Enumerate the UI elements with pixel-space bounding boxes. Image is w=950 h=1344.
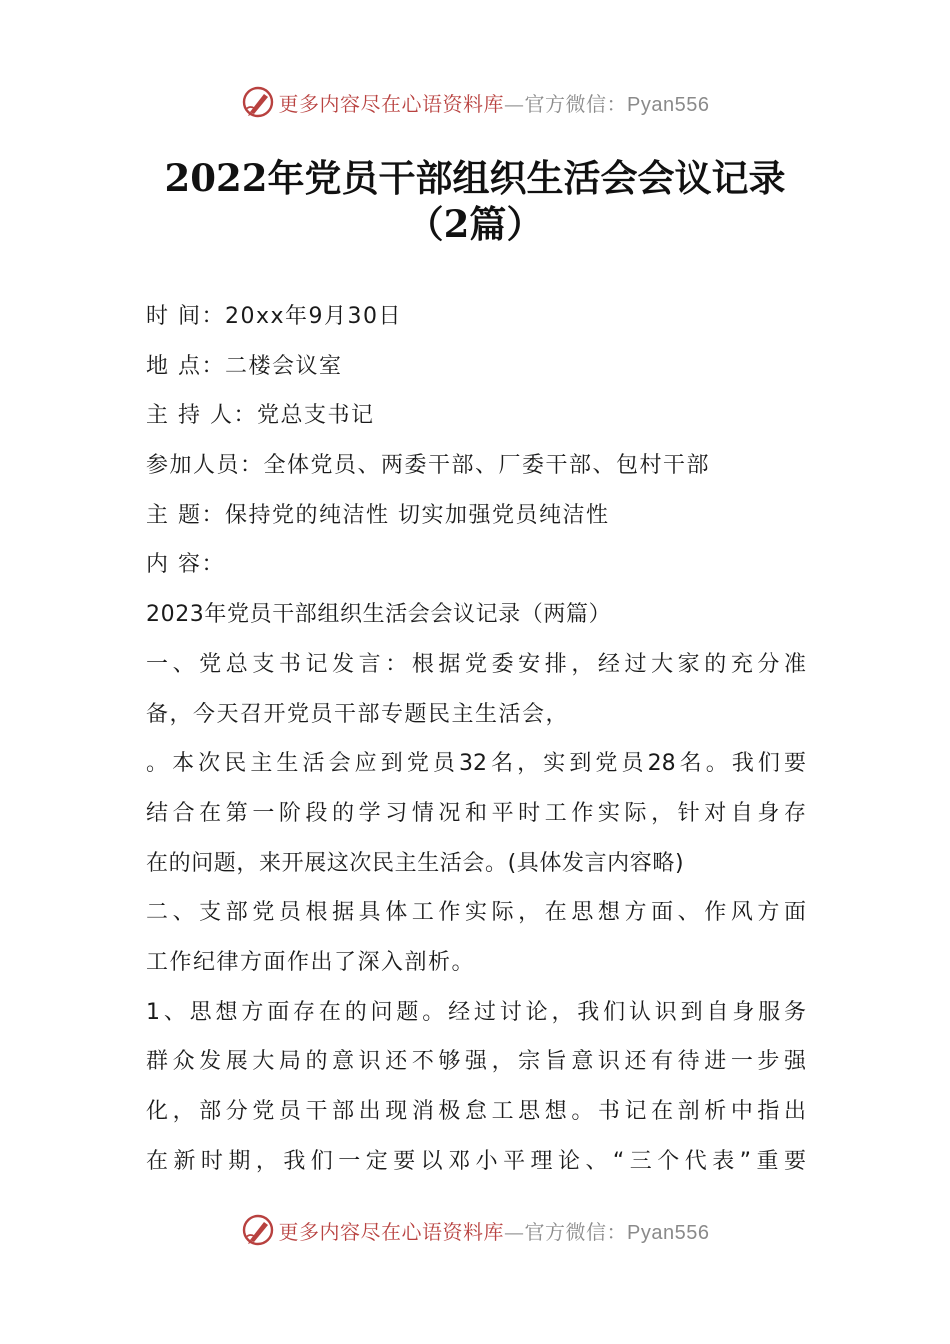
body-line: 时 间：20xx年9月30日 bbox=[146, 304, 403, 329]
body-line: 地 点：二楼会议室 bbox=[146, 353, 343, 379]
body-line: 在的问题，来开展这次民主生活会。(具体发言内容略) bbox=[146, 850, 685, 876]
footer-watermark-banner bbox=[0, 1210, 950, 1250]
document-body bbox=[146, 292, 806, 1186]
body-line: 化，部分党员干部出现消极怠工思想。书记在剖析中指出 bbox=[146, 1099, 806, 1124]
banner-text bbox=[279, 88, 710, 117]
banner-prefix: 更多内容尽在心语资料库 bbox=[278, 1219, 505, 1244]
banner-wechat-id: Pyan556 bbox=[627, 1221, 710, 1244]
body-line: 2023年党员干部组织生活会会议记录（两篇） bbox=[146, 602, 612, 628]
banner-prefix: 更多内容尽在心语资料库 bbox=[278, 91, 505, 116]
body-line: 工作纪律方面作出了深入剖析。 bbox=[146, 949, 476, 975]
body-line: 参加人员：全体党员、两委干部、厂委干部、包村干部 bbox=[146, 453, 711, 479]
pen-logo-icon bbox=[241, 85, 275, 119]
body-line: 主 持 人：党总支书记 bbox=[146, 403, 375, 429]
body-line: 主 题：保持党的纯洁性 切实加强党员纯洁性 bbox=[146, 502, 610, 528]
body-line: 一、党总支书记发言：根据党委安排，经过大家的充分准 bbox=[146, 651, 806, 677]
body-line: 在新时期，我们一定要以邓小平理论、“三个代表”重要 bbox=[146, 1148, 806, 1174]
banner-text bbox=[279, 1216, 710, 1245]
body-line: 结合在第一阶段的学习情况和平时工作实际，针对自身存 bbox=[146, 800, 806, 826]
banner-separator: — bbox=[504, 1219, 525, 1244]
body-line: 备，今天召开党员干部专题民主生活会， bbox=[146, 701, 570, 727]
body-line: 。本次民主生活会应到党员32名，实到党员28名。我们要 bbox=[146, 751, 806, 777]
document-title: 2022年党员干部组织生活会会议记录 bbox=[164, 156, 786, 200]
banner-label: 官方微信： bbox=[524, 91, 628, 116]
banner-separator: — bbox=[504, 91, 525, 116]
body-line: 内 容： bbox=[146, 552, 225, 578]
banner-wechat-id: Pyan556 bbox=[627, 93, 710, 116]
body-line: 二、支部党员根据具体工作实际，在思想方面、作风方面 bbox=[146, 900, 806, 926]
banner-label: 官方微信： bbox=[524, 1219, 628, 1244]
pen-logo-icon bbox=[241, 1213, 275, 1247]
body-line: 群众发展大局的意识还不够强，宗旨意识还有待进一步强 bbox=[146, 1049, 806, 1075]
header-watermark-banner bbox=[0, 82, 950, 122]
body-line: 1、思想方面存在的问题。经过讨论，我们认识到自身服务 bbox=[146, 999, 806, 1025]
document-subtitle: （2篇） bbox=[406, 202, 544, 246]
